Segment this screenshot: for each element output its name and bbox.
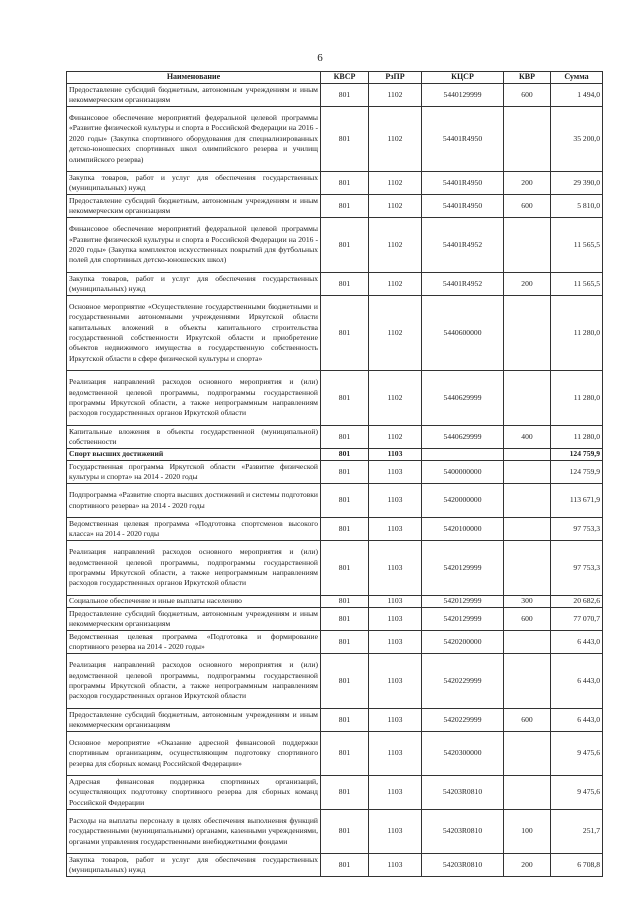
cell-sum: 11 280,0	[551, 296, 603, 371]
cell-kvsr: 801	[321, 854, 369, 877]
cell-kvsr: 801	[321, 426, 369, 449]
cell-kcsr: 5440129999	[422, 84, 504, 107]
cell-kvr: 300	[504, 596, 551, 608]
cell-kvr	[504, 371, 551, 426]
cell-kvr	[504, 461, 551, 484]
cell-rzpr: 1102	[369, 426, 422, 449]
cell-name: Подпрограмма «Развитие спорта высших достижений и системы подготовки спортивного резерва» на 2014 - 2020 годы	[67, 484, 321, 518]
budget-table	[66, 71, 603, 877]
table-row	[67, 776, 603, 810]
cell-kcsr: 54401R4952	[422, 218, 504, 273]
cell-kvsr: 801	[321, 518, 369, 541]
table-row	[67, 218, 603, 273]
cell-kvr	[504, 732, 551, 776]
cell-kcsr: 5420000000	[422, 484, 504, 518]
cell-sum: 97 753,3	[551, 541, 603, 596]
cell-rzpr: 1102	[369, 107, 422, 172]
cell-kcsr: 5420100000	[422, 518, 504, 541]
cell-name: Реализация направлений расходов основного мероприятия и (или) ведомственной целевой программы, подпрограммы государственной программы Иркутской области, а также непрограммным направлениям расходов государственных органов Иркутской области	[67, 371, 321, 426]
cell-rzpr: 1103	[369, 484, 422, 518]
cell-name: Реализация направлений расходов основного мероприятия и (или) ведомственной целевой программы, подпрограммы государственной программы Иркутской области, а также непрограммным направлениям расходов государственных органов Иркутской области	[67, 654, 321, 709]
cell-kcsr: 5420229999	[422, 654, 504, 709]
table-row	[67, 596, 603, 608]
cell-kcsr	[422, 449, 504, 461]
cell-sum: 11 280,0	[551, 371, 603, 426]
cell-rzpr: 1103	[369, 608, 422, 631]
table-row	[67, 732, 603, 776]
cell-rzpr: 1103	[369, 732, 422, 776]
cell-kvsr: 801	[321, 273, 369, 296]
cell-kvsr: 801	[321, 84, 369, 107]
cell-name: Закупка товаров, работ и услуг для обеспечения государственных (муниципальных) нужд	[67, 273, 321, 296]
cell-kvsr: 801	[321, 596, 369, 608]
table-row	[67, 654, 603, 709]
table-row	[67, 107, 603, 172]
cell-kvr	[504, 449, 551, 461]
cell-name: Предоставление субсидий бюджетным, автономным учреждениям и иным некоммерческим организациям	[67, 709, 321, 732]
cell-kcsr: 5420129999	[422, 596, 504, 608]
table-row	[67, 426, 603, 449]
cell-kcsr: 54401R4950	[422, 172, 504, 195]
cell-sum: 20 682,6	[551, 596, 603, 608]
cell-sum: 11 565,5	[551, 218, 603, 273]
cell-rzpr: 1102	[369, 273, 422, 296]
cell-rzpr: 1103	[369, 631, 422, 654]
cell-kcsr: 54203R0810	[422, 854, 504, 877]
cell-kvsr: 801	[321, 484, 369, 518]
table-row	[67, 195, 603, 218]
cell-kvr	[504, 776, 551, 810]
cell-rzpr: 1103	[369, 518, 422, 541]
header-kvr: КВР	[504, 72, 551, 84]
cell-kvsr: 801	[321, 654, 369, 709]
table-row	[67, 608, 603, 631]
cell-sum: 29 390,0	[551, 172, 603, 195]
cell-kvsr: 801	[321, 296, 369, 371]
cell-kvsr: 801	[321, 172, 369, 195]
cell-kcsr: 54203R0810	[422, 810, 504, 854]
cell-kvsr: 801	[321, 608, 369, 631]
header-name: Наименование	[67, 72, 321, 84]
table-row	[67, 518, 603, 541]
cell-kvr: 200	[504, 854, 551, 877]
cell-sum: 77 070,7	[551, 608, 603, 631]
cell-kcsr: 5420200000	[422, 631, 504, 654]
cell-kcsr: 5420129999	[422, 608, 504, 631]
cell-name: Закупка товаров, работ и услуг для обеспечения государственных (муниципальных) нужд	[67, 854, 321, 877]
cell-sum: 6 443,0	[551, 654, 603, 709]
cell-kvsr: 801	[321, 449, 369, 461]
cell-kvsr: 801	[321, 709, 369, 732]
cell-rzpr: 1103	[369, 654, 422, 709]
cell-kvr: 200	[504, 273, 551, 296]
cell-kvsr: 801	[321, 776, 369, 810]
cell-sum: 113 671,9	[551, 484, 603, 518]
cell-kvr	[504, 654, 551, 709]
cell-rzpr: 1103	[369, 776, 422, 810]
cell-sum: 124 759,9	[551, 449, 603, 461]
cell-kvr	[504, 107, 551, 172]
table-body	[67, 84, 603, 877]
cell-name: Основное мероприятие «Оказание адресной финансовой поддержки спортивным организациям, осуществляющим подготовку спортивного резерва для сборных команд Российской Федерации»	[67, 732, 321, 776]
table-row	[67, 371, 603, 426]
cell-kvr	[504, 541, 551, 596]
page-number: 6	[317, 52, 323, 64]
table-row	[67, 273, 603, 296]
header-kcsr: КЦСР	[422, 72, 504, 84]
cell-sum: 124 759,9	[551, 461, 603, 484]
cell-kvsr: 801	[321, 218, 369, 273]
cell-kcsr: 54203R0810	[422, 776, 504, 810]
cell-kcsr: 5420229999	[422, 709, 504, 732]
cell-sum: 5 810,0	[551, 195, 603, 218]
cell-kvsr: 801	[321, 541, 369, 596]
cell-name: Закупка товаров, работ и услуг для обеспечения государственных (муниципальных) нужд	[67, 172, 321, 195]
cell-name: Реализация направлений расходов основного мероприятия и (или) ведомственной целевой программы, подпрограммы государственной программы Иркутской области, а также непрограммным направлениям расходов государственных органов Иркутской области	[67, 541, 321, 596]
cell-kvr	[504, 296, 551, 371]
cell-kvr	[504, 218, 551, 273]
cell-kcsr: 54401R4950	[422, 107, 504, 172]
cell-kcsr: 5420300000	[422, 732, 504, 776]
table-header-row	[67, 72, 603, 84]
table-row	[67, 449, 603, 461]
cell-sum: 97 753,3	[551, 518, 603, 541]
cell-rzpr: 1103	[369, 461, 422, 484]
table-row	[67, 172, 603, 195]
cell-rzpr: 1102	[369, 218, 422, 273]
table-row	[67, 631, 603, 654]
cell-kcsr: 5420129999	[422, 541, 504, 596]
cell-name: Адресная финансовая поддержка спортивных организаций, осуществляющих подготовку спортивного резерва для сборных команд Российской Федерации	[67, 776, 321, 810]
cell-sum: 11 565,5	[551, 273, 603, 296]
header-sum: Сумма	[551, 72, 603, 84]
cell-kvr: 600	[504, 84, 551, 107]
cell-kcsr: 54401R4950	[422, 195, 504, 218]
cell-sum: 1 494,0	[551, 84, 603, 107]
cell-rzpr: 1103	[369, 596, 422, 608]
cell-sum: 6 443,0	[551, 709, 603, 732]
cell-sum: 9 475,6	[551, 732, 603, 776]
cell-name: Предоставление субсидий бюджетным, автономным учреждениям и иным некоммерческим организациям	[67, 84, 321, 107]
cell-name: Социальное обеспечение и иные выплаты населению	[67, 596, 321, 608]
cell-kvr: 200	[504, 172, 551, 195]
cell-kvr: 400	[504, 426, 551, 449]
cell-kvr	[504, 484, 551, 518]
cell-kvsr: 801	[321, 195, 369, 218]
cell-rzpr: 1103	[369, 854, 422, 877]
cell-kvr: 600	[504, 709, 551, 732]
cell-kcsr: 5440629999	[422, 426, 504, 449]
table-row	[67, 461, 603, 484]
cell-name: Расходы на выплаты персоналу в целях обеспечения выполнения функций государственными (муниципальными) органами, казенными учреждениями, органами управления государственными внебюджетными фондами	[67, 810, 321, 854]
cell-kvr: 600	[504, 608, 551, 631]
cell-kvsr: 801	[321, 732, 369, 776]
cell-rzpr: 1102	[369, 84, 422, 107]
cell-name: Капитальные вложения в объекты государственной (муниципальной) собственности	[67, 426, 321, 449]
cell-name: Ведомственная целевая программа «Подготовка спортсменов высокого класса» на 2014 - 2020 годы	[67, 518, 321, 541]
cell-name: Государственная программа Иркутской области «Развитие физической культуры и спорта» на 2014 - 2020 годы	[67, 461, 321, 484]
cell-kvsr: 801	[321, 107, 369, 172]
table-row	[67, 854, 603, 877]
cell-kvr: 600	[504, 195, 551, 218]
cell-name: Спорт высших достижений	[67, 449, 321, 461]
cell-kvsr: 801	[321, 461, 369, 484]
cell-name: Основное мероприятие «Осуществление государственными бюджетными и государственными автономными учреждениями Иркутской области капитальных вложений в объекты капитального строительства государственной собственности Иркутской области и приобретение объектов недвижимого имущества в государственную собственность Иркутской области в сфере физической культуры и спорта»	[67, 296, 321, 371]
cell-sum: 251,7	[551, 810, 603, 854]
table-row	[67, 709, 603, 732]
cell-kcsr: 54401R4952	[422, 273, 504, 296]
cell-kvr: 100	[504, 810, 551, 854]
cell-sum: 9 475,6	[551, 776, 603, 810]
cell-sum: 11 280,0	[551, 426, 603, 449]
cell-rzpr: 1102	[369, 172, 422, 195]
cell-rzpr: 1103	[369, 449, 422, 461]
cell-sum: 6 708,8	[551, 854, 603, 877]
table-row	[67, 296, 603, 371]
cell-sum: 6 443,0	[551, 631, 603, 654]
table-row	[67, 484, 603, 518]
cell-rzpr: 1103	[369, 810, 422, 854]
table-row	[67, 810, 603, 854]
cell-name: Ведомственная целевая программа «Подготовка и формирование спортивного резерва на 2014 - 2020 годы»	[67, 631, 321, 654]
cell-name: Финансовое обеспечение мероприятий федеральной целевой программы «Развитие физической культуры и спорта в Российской Федерации на 2016 - 2020 годы» (Закупка комплектов искусственных покрытий для футбольных полей для спортивных детско-юношеских школ)	[67, 218, 321, 273]
cell-name: Предоставление субсидий бюджетным, автономным учреждениям и иным некоммерческим организациям	[67, 608, 321, 631]
table-row	[67, 541, 603, 596]
cell-name: Предоставление субсидий бюджетным, автономным учреждениям и иным некоммерческим организациям	[67, 195, 321, 218]
cell-kvr	[504, 631, 551, 654]
cell-kvsr: 801	[321, 810, 369, 854]
cell-kvsr: 801	[321, 371, 369, 426]
header-rzpr: РзПР	[369, 72, 422, 84]
cell-rzpr: 1102	[369, 195, 422, 218]
header-kvsr: КВСР	[321, 72, 369, 84]
cell-rzpr: 1102	[369, 371, 422, 426]
cell-rzpr: 1102	[369, 296, 422, 371]
cell-kvsr: 801	[321, 631, 369, 654]
table-row	[67, 84, 603, 107]
cell-rzpr: 1103	[369, 541, 422, 596]
cell-kcsr: 5400000000	[422, 461, 504, 484]
cell-rzpr: 1103	[369, 709, 422, 732]
cell-kcsr: 5440629999	[422, 371, 504, 426]
cell-name: Финансовое обеспечение мероприятий федеральной целевой программы «Развитие физической культуры и спорта в Российской Федерации на 2016 - 2020 годы» (Закупка спортивного оборудования для специализированных детско-юношеских спортивных школ олимпийского резерва и училищ олимпийского резерва)	[67, 107, 321, 172]
cell-kvr	[504, 518, 551, 541]
cell-kcsr: 5440600000	[422, 296, 504, 371]
cell-sum: 35 200,0	[551, 107, 603, 172]
